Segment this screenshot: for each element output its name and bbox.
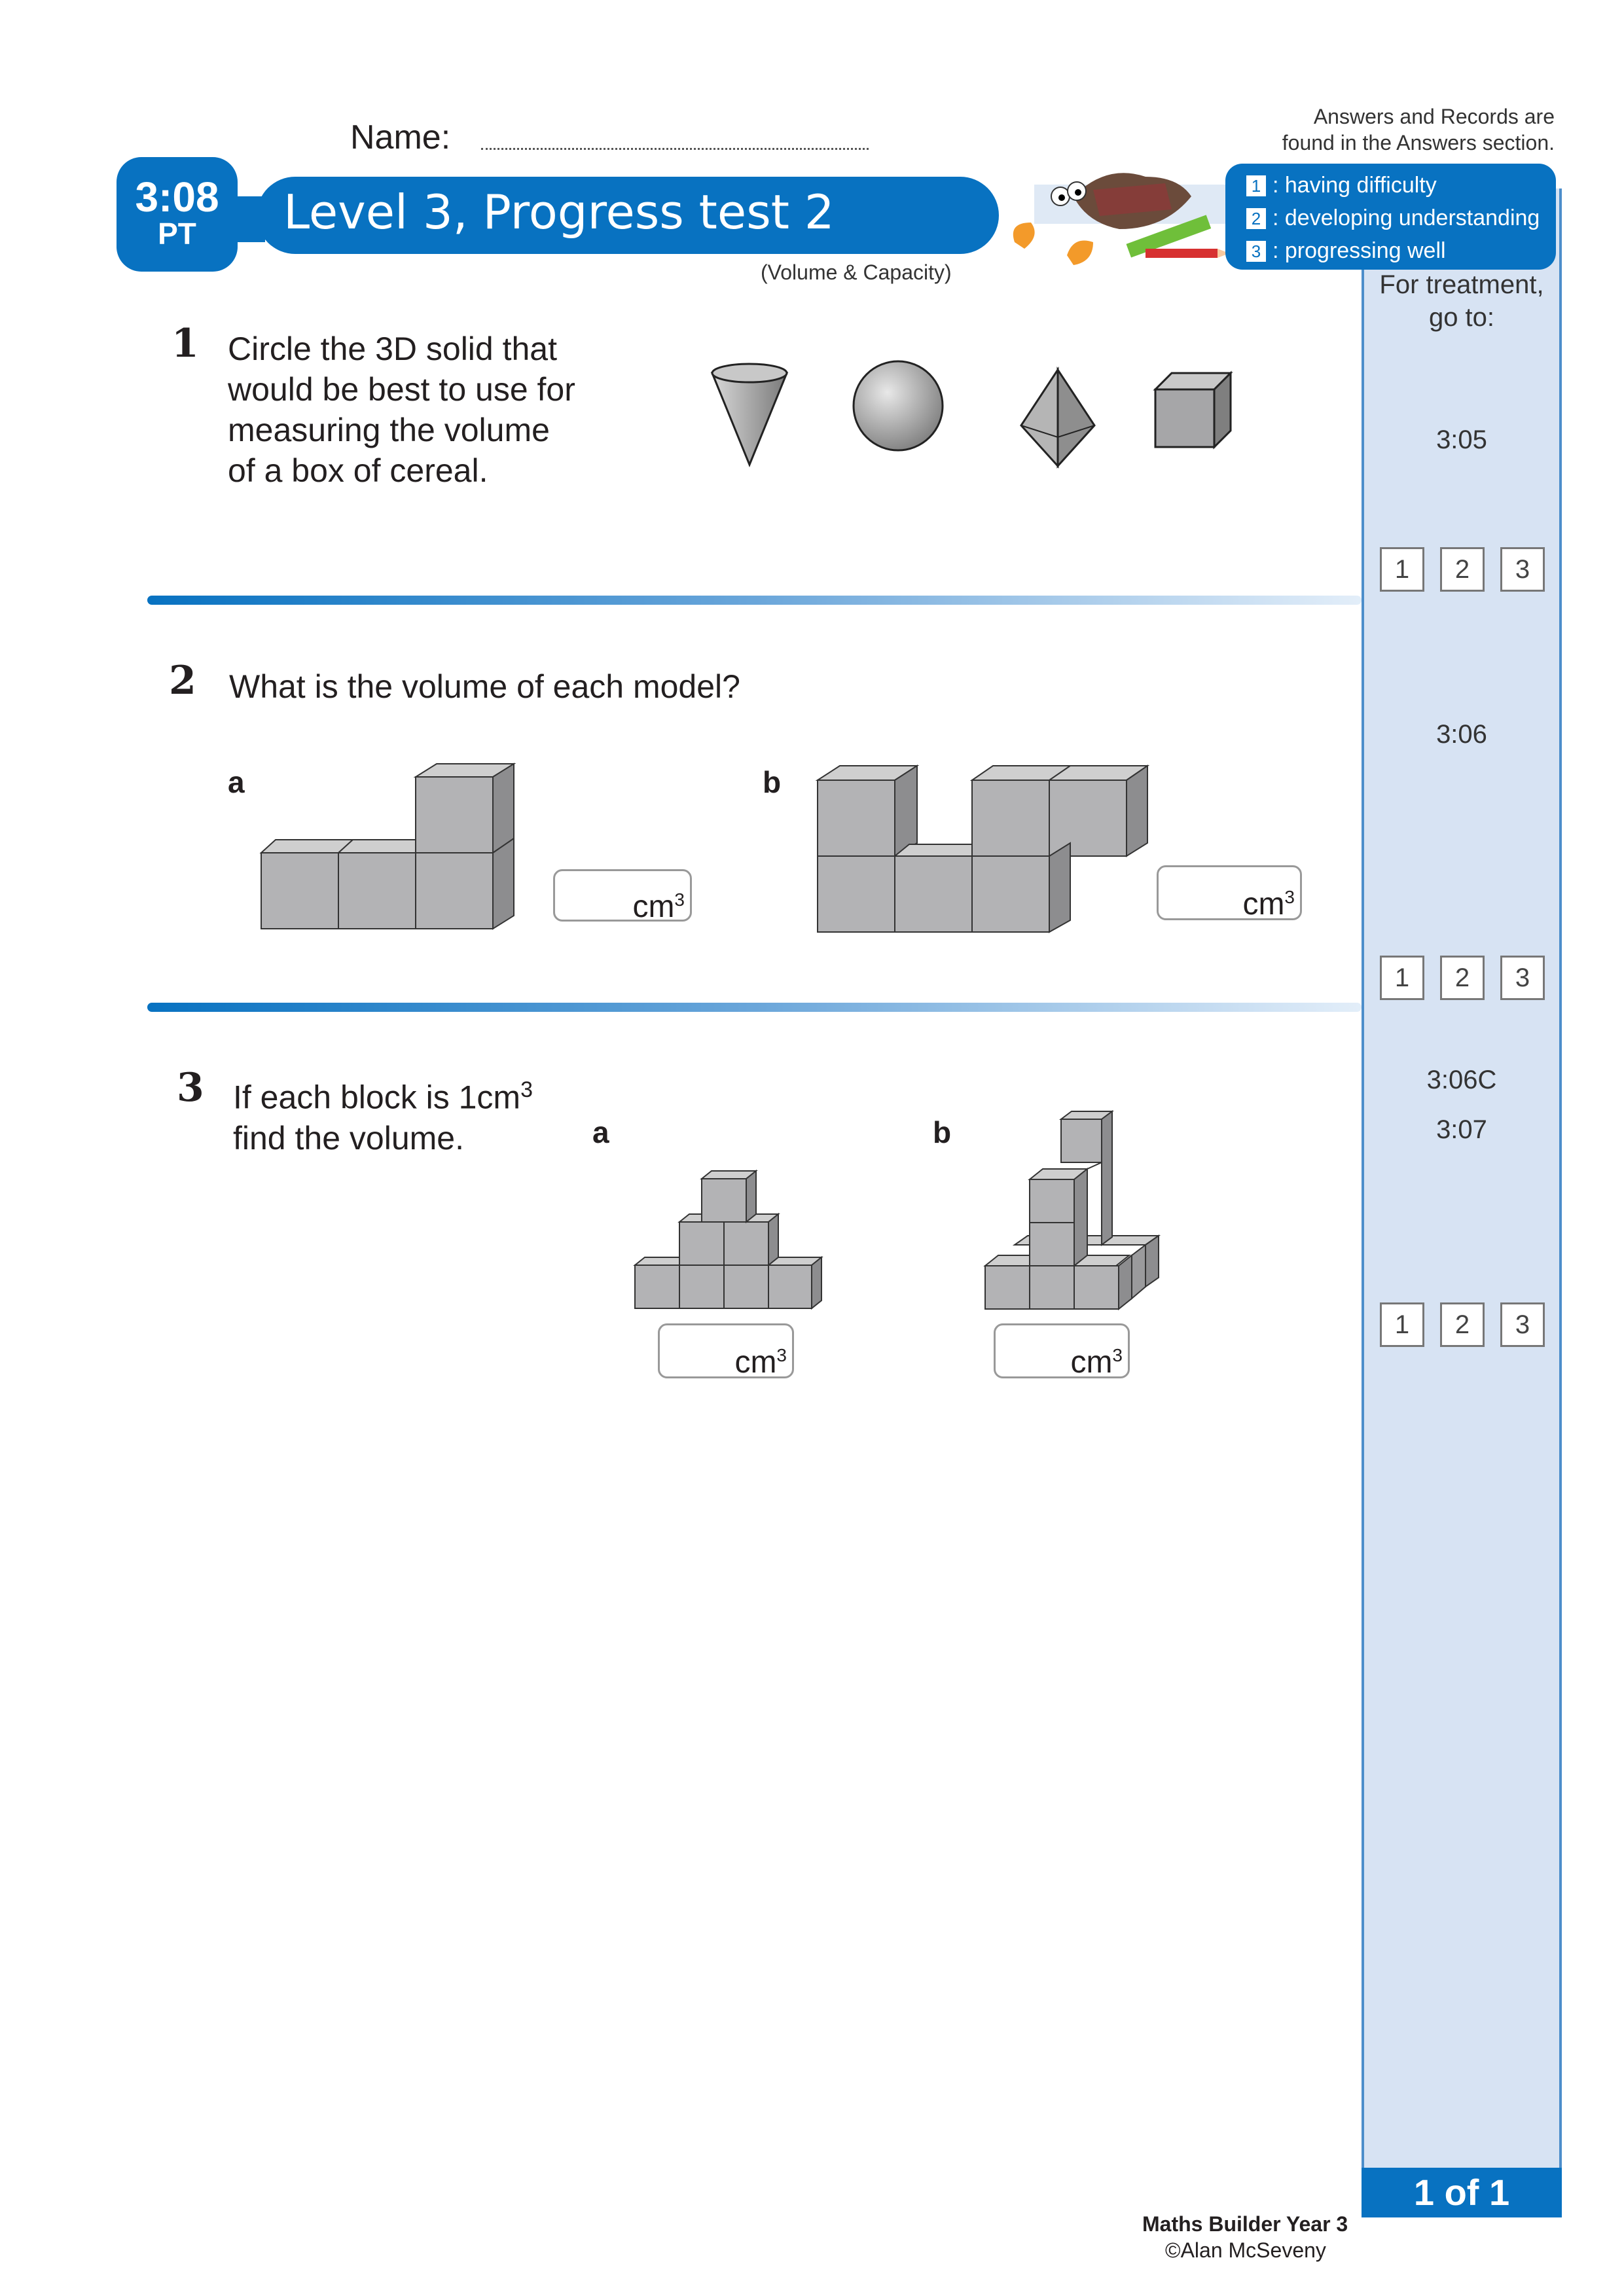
unit-exponent: 3 — [1112, 1345, 1123, 1365]
q2-number: 2 — [169, 658, 196, 704]
unit-label: cm — [734, 1345, 777, 1380]
treatment-sidebar — [1362, 188, 1562, 2217]
legend-num-1: 1 — [1246, 175, 1266, 196]
unit-label: cm — [1242, 887, 1285, 922]
rating-2[interactable]: 2 — [1440, 547, 1485, 592]
rating-1[interactable]: 1 — [1380, 1302, 1424, 1347]
rating-3[interactable]: 3 — [1500, 547, 1545, 592]
q3-line-1-text: If each block is 1cm — [233, 1079, 521, 1116]
rating-3[interactable]: 3 — [1500, 956, 1545, 1000]
q1-number: 1 — [171, 321, 199, 367]
treatment-line-1: For treatment, — [1379, 270, 1544, 299]
legend-label-3: : progressing well — [1272, 238, 1446, 263]
legend-item-1 — [1246, 173, 1437, 198]
level-badge — [117, 157, 238, 272]
answers-note — [1198, 103, 1555, 156]
difficulty-legend — [1225, 164, 1556, 270]
q3-line-1 — [233, 1069, 533, 1118]
pyramid-solid[interactable] — [1021, 370, 1094, 466]
treatment-line-2: go to: — [1428, 303, 1495, 332]
q3a-answer-box[interactable] — [658, 1323, 794, 1378]
q3-part-b-label: b — [933, 1115, 952, 1149]
section-divider — [147, 594, 1362, 606]
rating-1[interactable]: 1 — [1380, 547, 1424, 592]
q1-line-3: measuring the volume — [228, 412, 550, 448]
q3-treatment-ref-1: 3:06C — [1426, 1066, 1497, 1094]
page-tag: 1 of 1 — [1362, 2168, 1562, 2217]
q3-rating — [1380, 1302, 1545, 1347]
footer-copyright: ©Alan McSeveny — [1165, 2238, 1326, 2262]
page-title: Level 3, Progress test 2 — [283, 185, 835, 240]
unit-exponent: 3 — [776, 1345, 787, 1365]
q1-line-2: would be best to use for — [228, 371, 575, 408]
q1-text — [228, 329, 575, 491]
badge-code: 3:08 — [135, 173, 219, 221]
q3-text — [233, 1069, 533, 1158]
treatment-heading — [1364, 268, 1559, 334]
q3b-block-model — [982, 1106, 1172, 1319]
answers-note-line-1: Answers and Records are — [1313, 105, 1555, 128]
rating-3[interactable]: 3 — [1500, 1302, 1545, 1347]
q2-rating — [1380, 956, 1545, 1000]
rating-2[interactable]: 2 — [1440, 956, 1485, 1000]
unit-exponent: 3 — [674, 889, 685, 910]
q2-treatment-ref: 3:06 — [1436, 720, 1487, 749]
q2b-answer-box[interactable] — [1157, 865, 1302, 920]
rating-1[interactable]: 1 — [1380, 956, 1424, 1000]
section-divider — [147, 1001, 1362, 1013]
legend-label-1: : having difficulty — [1272, 173, 1437, 198]
legend-num-3: 3 — [1246, 241, 1266, 262]
name-field[interactable] — [481, 148, 869, 150]
q2-part-a-label: a — [228, 765, 245, 799]
crab-mascot-illustration — [995, 151, 1231, 281]
q3-line-1-exponent: 3 — [520, 1077, 533, 1102]
q3-number: 3 — [177, 1065, 204, 1111]
q3b-answer-box[interactable] — [994, 1323, 1130, 1378]
legend-label-2: : developing understanding — [1272, 206, 1540, 230]
q2a-answer-box[interactable] — [553, 869, 692, 922]
q2-text: What is the volume of each model? — [229, 668, 740, 705]
q3-treatment-ref-2: 3:07 — [1436, 1115, 1487, 1144]
q1-line-1: Circle the 3D solid that — [228, 331, 558, 367]
q1-rating — [1380, 547, 1545, 592]
q3a-block-model — [632, 1168, 828, 1319]
q1-treatment-ref: 3:05 — [1436, 425, 1487, 454]
rating-2[interactable]: 2 — [1440, 1302, 1485, 1347]
unit-exponent: 3 — [1284, 887, 1295, 907]
name-label: Name: — [350, 118, 451, 156]
legend-num-2: 2 — [1246, 208, 1266, 229]
unit-label: cm — [1070, 1345, 1113, 1380]
q1-line-4: of a box of cereal. — [228, 452, 488, 489]
badge-sub: PT — [158, 217, 196, 251]
answers-note-line-2: found in the Answers section. — [1282, 131, 1555, 154]
sphere-solid[interactable] — [854, 361, 943, 450]
cone-solid[interactable] — [712, 364, 787, 465]
legend-item-3 — [1246, 238, 1446, 264]
legend-item-2 — [1246, 206, 1540, 231]
q1-solids — [694, 353, 1283, 484]
page-subtitle: (Volume & Capacity) — [761, 260, 952, 284]
q2b-block-model — [815, 759, 1168, 939]
unit-label: cm — [632, 889, 675, 924]
q3-part-a-label: a — [592, 1115, 609, 1149]
q2-part-b-label: b — [763, 765, 782, 799]
q2a-block-model — [259, 759, 533, 936]
cube-solid[interactable] — [1155, 373, 1231, 447]
q3-line-2: find the volume. — [233, 1119, 464, 1157]
footer-title: Maths Builder Year 3 — [1142, 2212, 1348, 2236]
